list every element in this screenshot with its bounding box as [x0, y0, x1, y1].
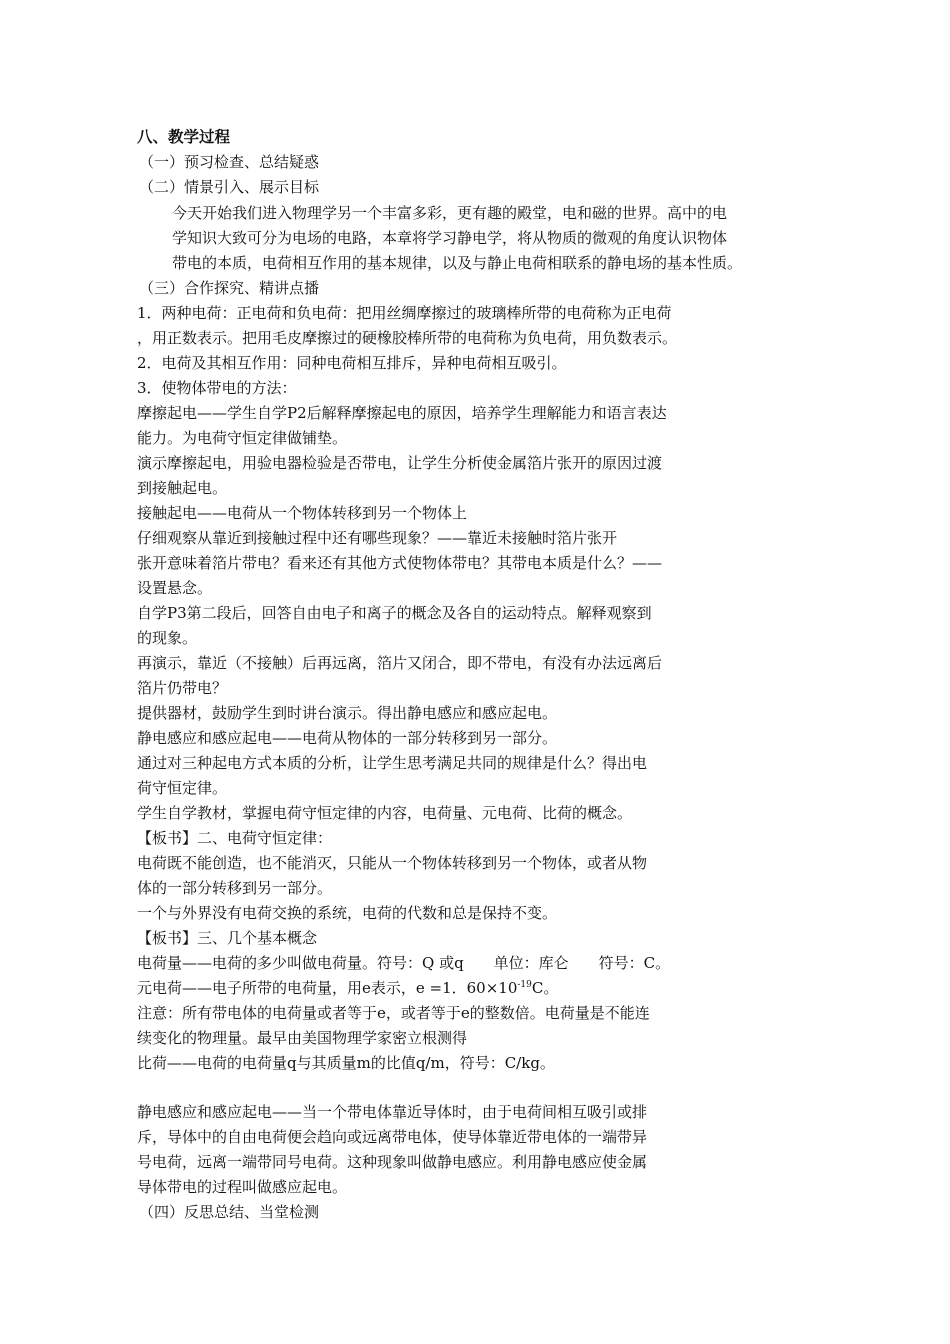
body-line: 3．使物体带电的方法： [137, 379, 297, 397]
subsection-explore: （三）合作探究、精讲点播 [139, 279, 320, 297]
elementary-charge-line [137, 978, 558, 998]
intro-line: 学知识大致可分为电场的电路，本章将学习静电学，将从物质的微观的角度认识物体 [172, 229, 728, 247]
body-line: 电荷既不能创造，也不能消灭，只能从一个物体转移到另一个物体，或者从物 [137, 854, 648, 872]
body-line: 电荷量——电荷的多少叫做电荷量。符号：Q 或q 单位：库仑 符号：C。 [137, 954, 671, 972]
body-line: 到接触起电。 [137, 479, 228, 497]
body-line: 体的一部分转移到另一部分。 [137, 879, 333, 897]
subsection-preview: （一）预习检查、总结疑惑 [139, 153, 320, 171]
body-line: 续变化的物理量。最早由美国物理学家密立根测得 [137, 1029, 468, 1047]
board-heading: 【板书】二、电荷守恒定律： [137, 829, 333, 847]
body-line: 自学P3第二段后，回答自由电子和离子的概念及各自的运动特点。解释观察到 [137, 604, 652, 622]
body-line: 演示摩擦起电，用验电器检验是否带电，让学生分析使金属箔片张开的原因过渡 [137, 454, 663, 472]
body-line: 张开意味着箔片带电？看来还有其他方式使物体带电？其带电本质是什么？—— [137, 554, 663, 572]
subsection-intro: （二）情景引入、展示目标 [139, 178, 320, 196]
body-line: 设置悬念。 [137, 579, 213, 597]
body-line: 箔片仍带电？ [137, 679, 228, 697]
body-line: 号电荷，远离一端带同号电荷。这种现象叫做静电感应。利用静电感应使金属 [137, 1153, 648, 1171]
body-line: 静电感应和感应起电——电荷从物体的一部分转移到另一部分。 [137, 729, 558, 747]
body-line: 的现象。 [137, 629, 198, 647]
intro-line: 带电的本质，电荷相互作用的基本规律，以及与静止电荷相联系的静电场的基本性质。 [172, 254, 743, 272]
body-line: 再演示，靠近（不接触）后再远离，箔片又闭合，即不带电，有没有办法远离后 [137, 654, 663, 672]
body-line: 静电感应和感应起电——当一个带电体靠近导体时，由于电荷间相互吸引或排 [137, 1103, 648, 1121]
body-line: 仔细观察从靠近到接触过程中还有哪些现象？——靠近未接触时箔片张开 [137, 529, 618, 547]
body-line: 能力。为电荷守恒定律做铺垫。 [137, 429, 348, 447]
body-line: 摩擦起电——学生自学P2后解释摩擦起电的原因，培养学生理解能力和语言表达 [137, 404, 667, 422]
body-line: 导体带电的过程叫做感应起电。 [137, 1178, 348, 1196]
elementary-charge-text: 元电荷——电子所带的电荷量，用e表示，e =1．60×10 [137, 979, 518, 997]
section-heading: 八、教学过程 [137, 127, 231, 146]
elementary-charge-unit: C。 [531, 979, 559, 997]
body-line: 提供器材，鼓励学生到时讲台演示。得出静电感应和感应起电。 [137, 704, 558, 722]
body-line: 比荷——电荷的电荷量q与其质量m的比值q/m，符号：C/kg。 [137, 1054, 555, 1072]
body-line: 通过对三种起电方式本质的分析，让学生思考满足共同的规律是什么？得出电 [137, 754, 648, 772]
elementary-charge-exponent: -19 [517, 980, 532, 990]
body-line: 一个与外界没有电荷交换的系统，电荷的代数和总是保持不变。 [137, 904, 558, 922]
body-line: ，用正数表示。把用毛皮摩擦过的硬橡胶棒所带的电荷称为负电荷，用负数表示。 [137, 329, 678, 347]
body-line: 学生自学教材，掌握电荷守恒定律的内容，电荷量、元电荷、比荷的概念。 [137, 804, 633, 822]
board-heading: 【板书】三、几个基本概念 [137, 929, 318, 947]
body-line: 1．两种电荷：正电荷和负电荷：把用丝绸摩擦过的玻璃棒所带的电荷称为正电荷 [137, 304, 672, 322]
body-line: 2．电荷及其相互作用：同种电荷相互排斥，异种电荷相互吸引。 [137, 354, 567, 372]
subsection-reflection: （四）反思总结、当堂检测 [139, 1203, 320, 1221]
body-line: 斥，导体中的自由电荷便会趋向或远离带电体，使导体靠近带电体的一端带异 [137, 1128, 648, 1146]
intro-line: 今天开始我们进入物理学另一个丰富多彩，更有趣的殿堂，电和磁的世界。高中的电 [172, 204, 728, 222]
body-line: 接触起电——电荷从一个物体转移到另一个物体上 [137, 504, 468, 522]
body-line: 注意：所有带电体的电荷量或者等于e，或者等于e的整数倍。电荷量是不能连 [137, 1004, 650, 1022]
body-line: 荷守恒定律。 [137, 779, 228, 797]
